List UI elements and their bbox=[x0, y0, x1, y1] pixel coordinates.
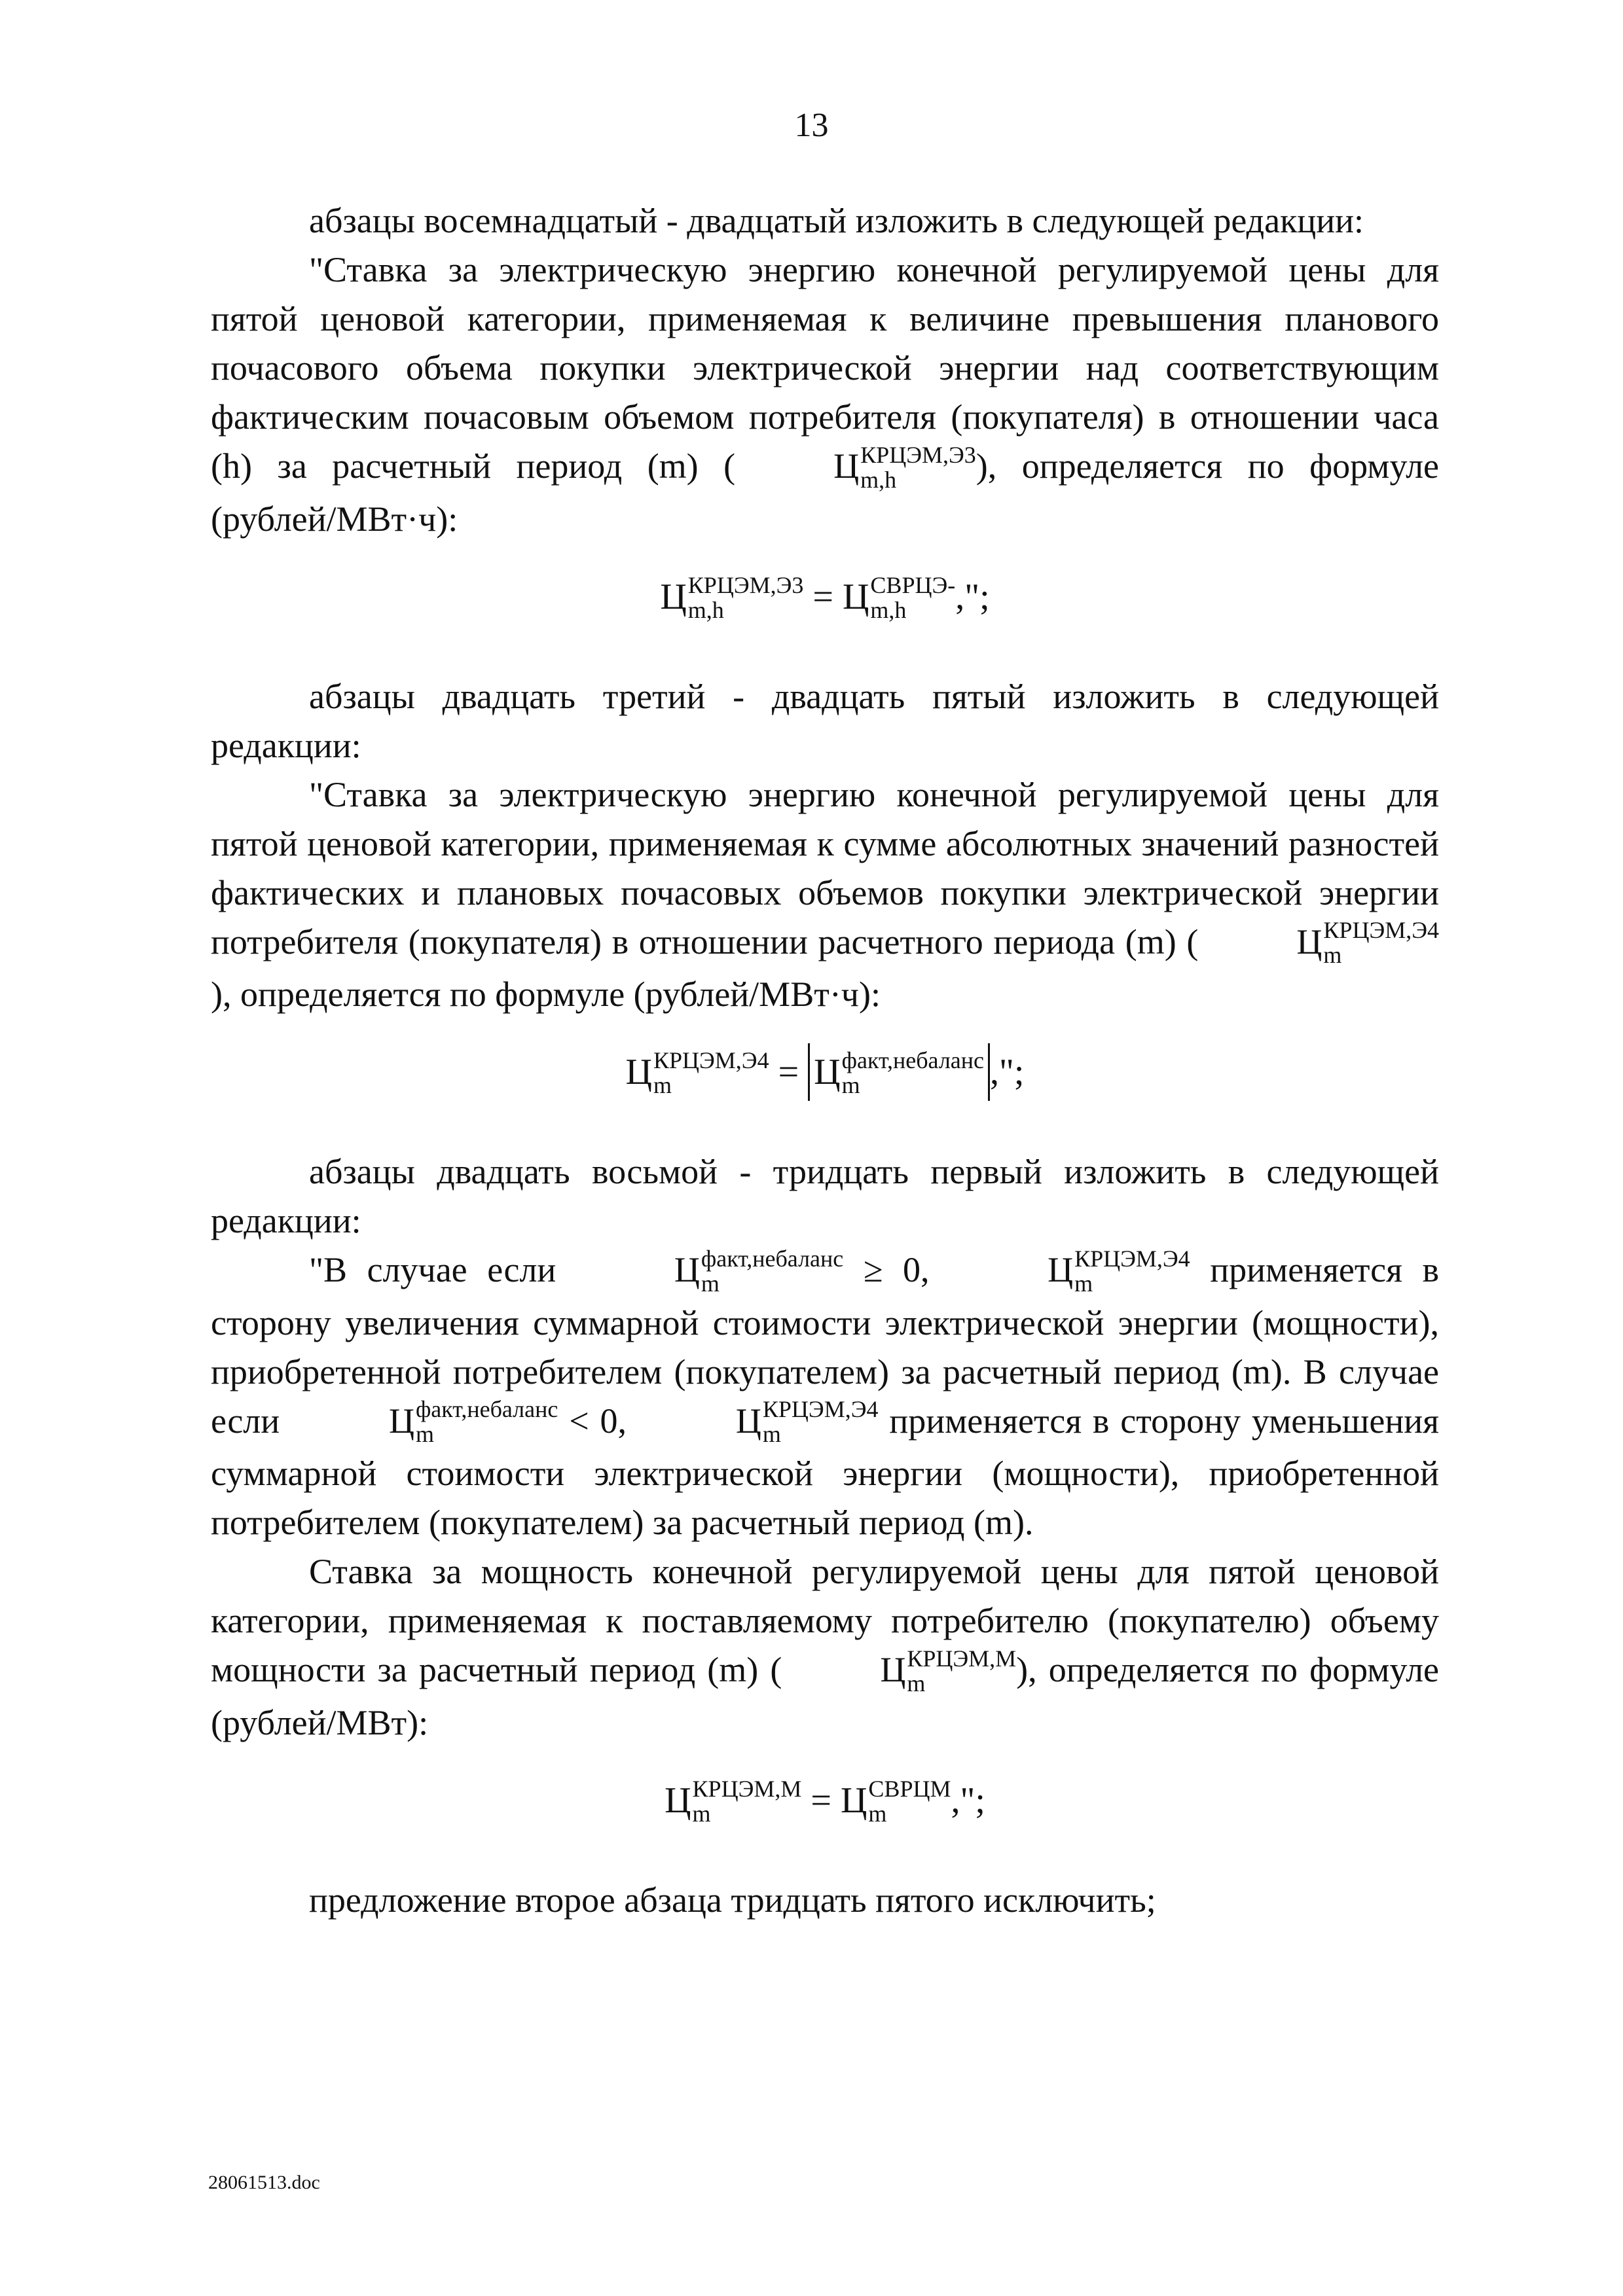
page-number: 13 bbox=[794, 107, 829, 144]
symbol-c-krcem-e4-m: Ц КРЦЭМ,Э4 m bbox=[1296, 917, 1439, 969]
paragraph-2-text-b: ), определяется по формуле (рублей/МВт·ч): bbox=[211, 446, 1439, 539]
footer-filename: 28061513.doc bbox=[208, 2172, 320, 2193]
symbol-c-krcem-e4: Ц КРЦЭМ,Э4 m bbox=[1048, 1245, 1190, 1297]
symbol-c-krcem-m: Ц КРЦЭМ,М m bbox=[880, 1645, 1017, 1697]
paragraph-8: предложение второе абзаца тридцать пятого исключить; bbox=[309, 1880, 1156, 1920]
symbol-c-krcem-e3-mh: Ц КРЦЭМ,Э3 m,h bbox=[833, 441, 976, 493]
paragraph-2-text-a: "Ставка за электрическую энергию конечной регулируемой цены для пятой ценовой категории, применяемая к величине превышения планового почасового объема покупки электрической энергии над соответствующим фактическим почасовым объемом потребителя (покупателя) в отношении часа (h) за расчетный период (m) ( bbox=[211, 250, 1439, 486]
paragraph-4 bbox=[211, 770, 1439, 1020]
paragraph-6: "В случае если Ц факт,небаланс m ≥ 0, Ц КРЦЭМ,Э4 m применяется в сторону увеличения суммарной стоимости электрической энергии (мощности), приобретенной потребителем (покупателем) за расчетный период (m). В случае если Ц факт,небаланс m < 0, Ц КРЦЭМ,Э4 m применяется в сторону уменьшения суммарной стоимости электрической энергии (мощности), приобретенной потребителем (покупателем) за расчетный период (m). bbox=[211, 1245, 1440, 1543]
absolute-value: Ц факт,небаланс m bbox=[808, 1043, 990, 1101]
paragraph-4-text-a: "Ставка за электрическую энергию конечной регулируемой цены для пятой ценовой категории, применяемая к сумме абсолютных значений разностей фактических и плановых почасовых объемов покупки электрической энергии потребителя (покупателя) в отношении расчетного периода (m) ( bbox=[211, 774, 1439, 961]
formula-3: Ц КРЦЭМ,М m = Ц СВРЦМ m ,"; bbox=[665, 1776, 985, 1827]
symbol-c-fakt-nebalans: Ц факт,небаланс m bbox=[674, 1245, 844, 1297]
paragraph-5: абзацы двадцать восьмой - тридцать первый изложить в следующей редакции: bbox=[211, 1152, 1439, 1241]
paragraph-7: Ставка за мощность конечной регулируемой цены для пятой ценовой категории, применяемая к поставляемому потребителю (покупателю) объему мощности за расчетный период (m) ( Ц КРЦЭМ,М m ), определяется по формуле (рублей/МВт): bbox=[211, 1552, 1439, 1743]
paragraph-3: абзацы двадцать третий - двадцать пятый изложить в следующей редакции: bbox=[211, 676, 1439, 765]
paragraph-1: абзацы восемнадцатый - двадцатый изложить в следующей редакции: bbox=[309, 201, 1364, 240]
paragraph-4-text-b: ), определяется по формуле (рублей/МВт·ч): bbox=[211, 975, 881, 1014]
paragraph-2 bbox=[211, 245, 1439, 544]
formula-1: Ц КРЦЭМ,Э3 m,h = Ц СВРЦЭ- m,h ,"; bbox=[660, 571, 990, 623]
formula-2: Ц КРЦЭМ,Э4 m = Ц факт,небаланс m ,"; bbox=[211, 1036, 1439, 1108]
document-body bbox=[211, 196, 1439, 1925]
